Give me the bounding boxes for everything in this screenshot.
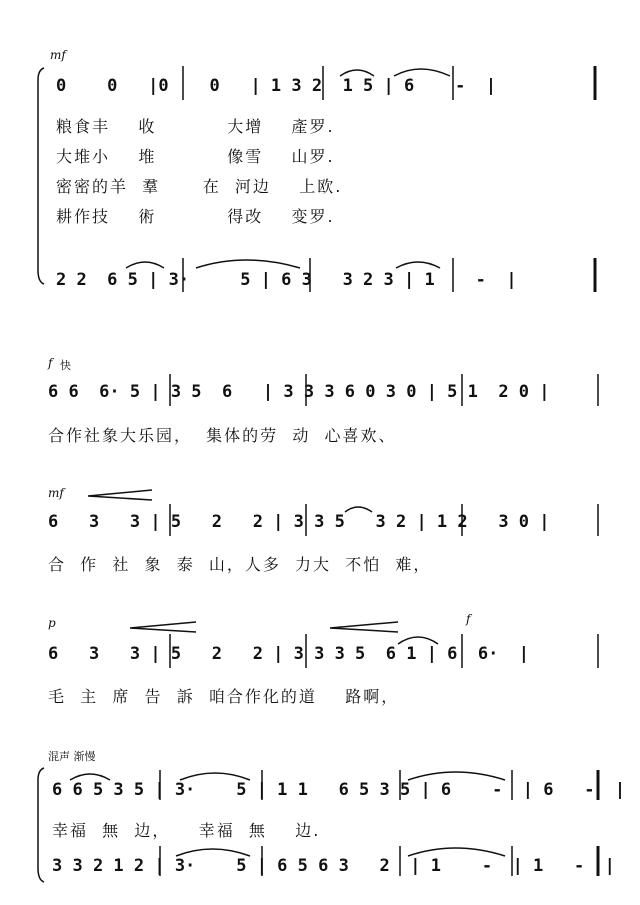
dynamic-marking: p <box>48 616 56 630</box>
lower-voice-notes: 2 2 6 5 | 3· 5 | 6 3 3 2 3 | 1 - | <box>56 270 517 290</box>
slur <box>180 773 250 780</box>
section-label: 混声 渐慢 <box>48 750 96 763</box>
lyric-line-1: 粮食丰 收 大增 產罗. <box>56 117 335 136</box>
lyric-line-3: 密密的羊 羣 在 河边 上欧. <box>56 177 343 196</box>
dynamic-marking: mf <box>48 486 64 500</box>
dynamic-marking-forte: f <box>466 612 471 626</box>
system-bracket <box>38 68 44 284</box>
tempo-marking: 快 <box>60 359 71 372</box>
lower-voice-notes: 3 3 2 1 2 | 3· 5 | 6 5 6 3 2 | 1 - | 1 - | <box>52 856 615 876</box>
slur <box>126 262 164 268</box>
dynamic-marking: f <box>48 356 53 370</box>
lyric-line: 合作社象大乐园， 集体的劳 动 心喜欢、 <box>48 426 397 445</box>
lyric-line-2: 大堆小 堆 像雪 山罗. <box>56 147 335 166</box>
upper-voice-notes: 0 0 |0 0 | 1 3 2 1 5 | 6 - | <box>56 76 497 96</box>
slur <box>408 772 505 780</box>
slur <box>340 70 374 76</box>
slur <box>398 637 438 644</box>
slur <box>396 262 440 268</box>
lyric-line: 合 作 社 象 泰 山，人多 力大 不怕 难， <box>48 555 432 574</box>
slur <box>345 507 372 512</box>
slur <box>176 849 250 856</box>
melody-notes: 6 6 6· 5 | 3 5 6 | 3 3 3 6 0 3 0 | 5 1 2 0 | <box>48 382 550 402</box>
system-bracket <box>38 768 44 882</box>
melody-notes: 6 3 3 | 5 2 2 | 3 3 5 3 2 | 1 2 3 0 | <box>48 512 550 532</box>
slur <box>394 69 450 76</box>
dynamic-marking: mf <box>50 48 66 62</box>
slur <box>196 260 300 268</box>
crescendo-hairpin <box>330 622 398 632</box>
crescendo-hairpin <box>130 622 196 632</box>
lyric-line: 毛 主 席 告 訴 咱合作化的道 路啊， <box>48 687 400 706</box>
upper-voice-notes: 6 6 5 3 5 | 3· 5 | 1 1 6 5 3 5 | 6 - | 6 - | <box>52 780 626 800</box>
lyric-line-4: 耕作技 術 得改 变罗. <box>56 207 335 226</box>
crescendo-hairpin <box>88 490 152 500</box>
slur <box>70 774 110 780</box>
lyric-line: 幸福 無 边， 幸福 無 边. <box>52 821 321 840</box>
slur <box>408 848 505 856</box>
melody-notes: 6 3 3 | 5 2 2 | 3 3 3 5 6 1 | 6 6· | <box>48 644 530 664</box>
